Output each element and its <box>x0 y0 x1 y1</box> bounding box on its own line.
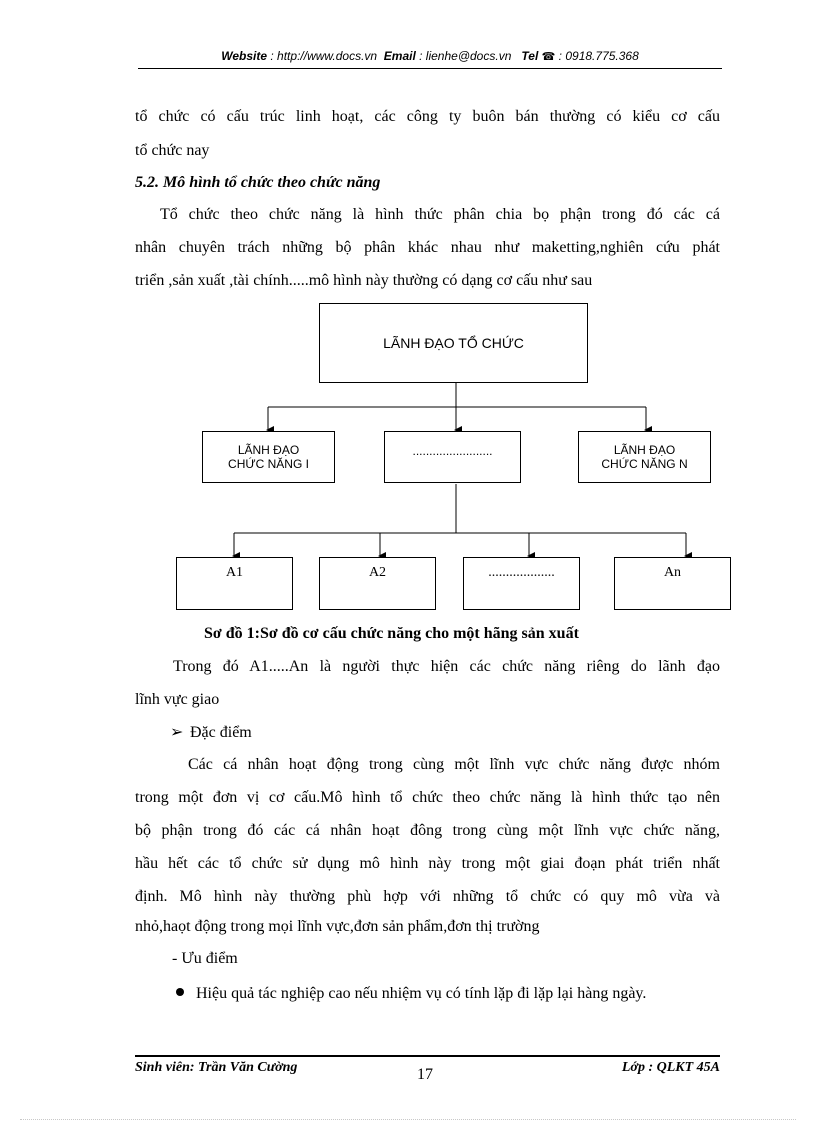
paragraph-line: tổ chức nay <box>135 142 210 159</box>
unit-an-box <box>614 557 731 610</box>
arrow-bullet-icon: ➢ <box>170 724 184 741</box>
page-number: 17 <box>417 1066 433 1083</box>
bullet-heading-text: Đặc điểm <box>190 724 252 741</box>
email-label: Email <box>383 49 416 63</box>
email-separator: : <box>415 49 426 63</box>
bullet-dot-icon <box>176 988 184 996</box>
paragraph-line: tổ chức có cấu trúc linh hoạt, các công ty buôn bán thường có kiểu cơ cấu <box>135 108 720 125</box>
paragraph-line: lĩnh vực giao <box>135 691 220 708</box>
unit-a2-box <box>319 557 436 610</box>
unit-a2-label: A2 <box>368 565 387 580</box>
website-url[interactable]: http://www.docs.vn <box>277 49 378 63</box>
unit-ellipsis-box <box>463 557 580 610</box>
paragraph-line: hầu hết các tổ chức sử dụng mô hình này trong một giai đoạn phát triển nhất <box>135 855 720 872</box>
paragraph-line: bộ phận trong đó các cá nhân hoạt đông trong cùng một lĩnh vực chức năng, <box>135 822 720 839</box>
top-leadership-label: LÃNH ĐẠO TỔ CHỨC <box>383 335 524 351</box>
top-leadership-box <box>319 303 588 383</box>
advantages-heading: - Ưu điểm <box>172 950 238 967</box>
website-separator: : <box>267 49 278 63</box>
footer-class: Lớp : QLKT 45A <box>621 1060 720 1075</box>
paragraph-line: Trong đó A1.....An là người thực hiện các chức năng riêng do lãnh đạo <box>173 658 720 675</box>
tel-label: Tel <box>521 49 539 63</box>
unit-an-label: An <box>663 565 682 580</box>
diagram-caption: Sơ đồ 1:Sơ đồ cơ cấu chức năng cho một hãng sản xuất <box>204 625 579 642</box>
functional-leader-ellipsis-box <box>384 431 521 483</box>
paragraph-line: định. Mô hình này thường phù hợp với những tổ chức có quy mô vừa và <box>135 888 720 905</box>
tel-number: 0918.775.368 <box>565 49 639 63</box>
footer-rule <box>135 1055 720 1057</box>
functional-leader-n-box <box>578 431 711 483</box>
functional-leader-i-line2: CHỨC NĂNG I <box>228 457 309 471</box>
paragraph-line: trong một đơn vị cơ cấu.Mô hình tổ chức theo chức năng là hình thức tạo nên <box>135 789 720 806</box>
functional-leader-n-line1: LÃNH ĐẠO <box>613 443 676 457</box>
unit-a1-label: A1 <box>225 565 244 580</box>
functional-leader-n-line2: CHỨC NĂNG N <box>601 457 688 471</box>
email-address[interactable]: lienhe@docs.vn <box>425 49 512 63</box>
footer-student: Sinh viên: Trần Văn Cường <box>135 1060 298 1075</box>
unit-ellipsis-label: ................... <box>488 565 555 580</box>
functional-leader-i-line1: LÃNH ĐẠO <box>237 443 300 457</box>
bullet-item-text: Hiệu quả tác nghiệp cao nếu nhiệm vụ có tính lặp đi lặp lại hàng ngày. <box>196 985 647 1002</box>
paragraph-line: nhân chuyên trách những bộ phân khác nhau như maketting,nghiên cứu phát <box>135 239 720 256</box>
website-label: Website <box>221 49 268 63</box>
paragraph-line: triển ,sản xuất ,tài chính.....mô hình này thường có dạng cơ cấu như sau <box>135 272 593 289</box>
unit-a1-box <box>176 557 293 610</box>
paragraph-line: nhỏ,haọt động trong mọi lĩnh vực,đơn sản phẩm,đơn thị trường <box>135 918 540 935</box>
phone-icon: ☎ <box>541 51 556 63</box>
bullet-item <box>176 984 726 1004</box>
functional-leader-ellipsis: ........................ <box>412 444 493 458</box>
section-title: 5.2. Mô hình tổ chức theo chức năng <box>135 174 381 191</box>
tel-separator: : <box>555 49 566 63</box>
bullet-heading <box>170 723 755 743</box>
paragraph-line: Tổ chức theo chức năng là hình thức phân chia bọ phận trong đó các cá <box>160 206 720 223</box>
page-edge <box>20 1119 796 1120</box>
paragraph-line: Các cá nhân hoạt động trong cùng một lĩnh vực chức năng được nhóm <box>188 756 720 773</box>
functional-leader-i-box <box>202 431 335 483</box>
